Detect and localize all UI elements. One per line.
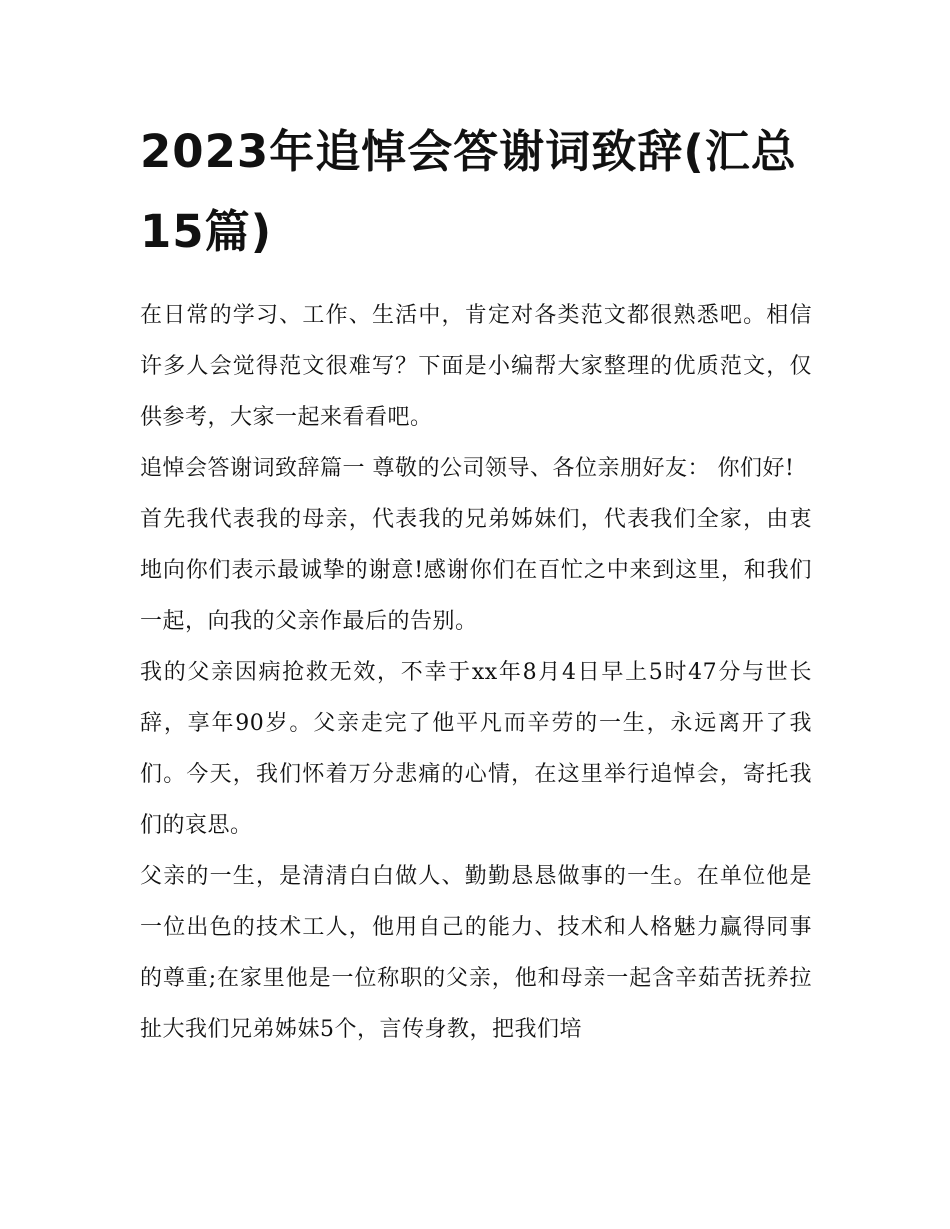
document-title: 2023年追悼会答谢词致辞(汇总15篇): [140, 125, 797, 258]
paragraph-thanks: 首先我代表我的母亲，代表我的兄弟姊妹们，代表我们全家，由衷地向你们表示最诚挚的谢意!感谢你们在百忙之中来到这里，和我们一起，向我的父亲作最后的告别。: [140, 507, 812, 634]
paragraph-passing: 我的父亲因病抢救无效，不幸于xx年8月4日早上5时47分与世长辞，享年90岁。父亲走完了他平凡而辛劳的一生，永远离开了我们。今天，我们怀着万分悲痛的心情，在这里举行追悼会，寄托我们的哀思。: [140, 660, 812, 838]
paragraph-intro: 在日常的学习、工作、生活中，肯定对各类范文都很熟悉吧。相信许多人会觉得范文很难写？下面是小编帮大家整理的优质范文，仅供参考，大家一起来看看吧。: [140, 303, 812, 430]
paragraph-greeting: 追悼会答谢词致辞篇一 尊敬的公司领导、各位亲朋好友： 你们好!: [140, 456, 795, 481]
document-page: [140, 112, 812, 1055]
paragraph-life: 父亲的一生，是清清白白做人、勤勤恳恳做事的一生。在单位他是一位出色的技术工人，他用自己的能力、技术和人格魅力赢得同事的尊重;在家里他是一位称职的父亲，他和母亲一起含辛茹苦抚养拉扯大我们兄弟姊妹5个，言传身教，把我们培: [140, 864, 812, 1042]
